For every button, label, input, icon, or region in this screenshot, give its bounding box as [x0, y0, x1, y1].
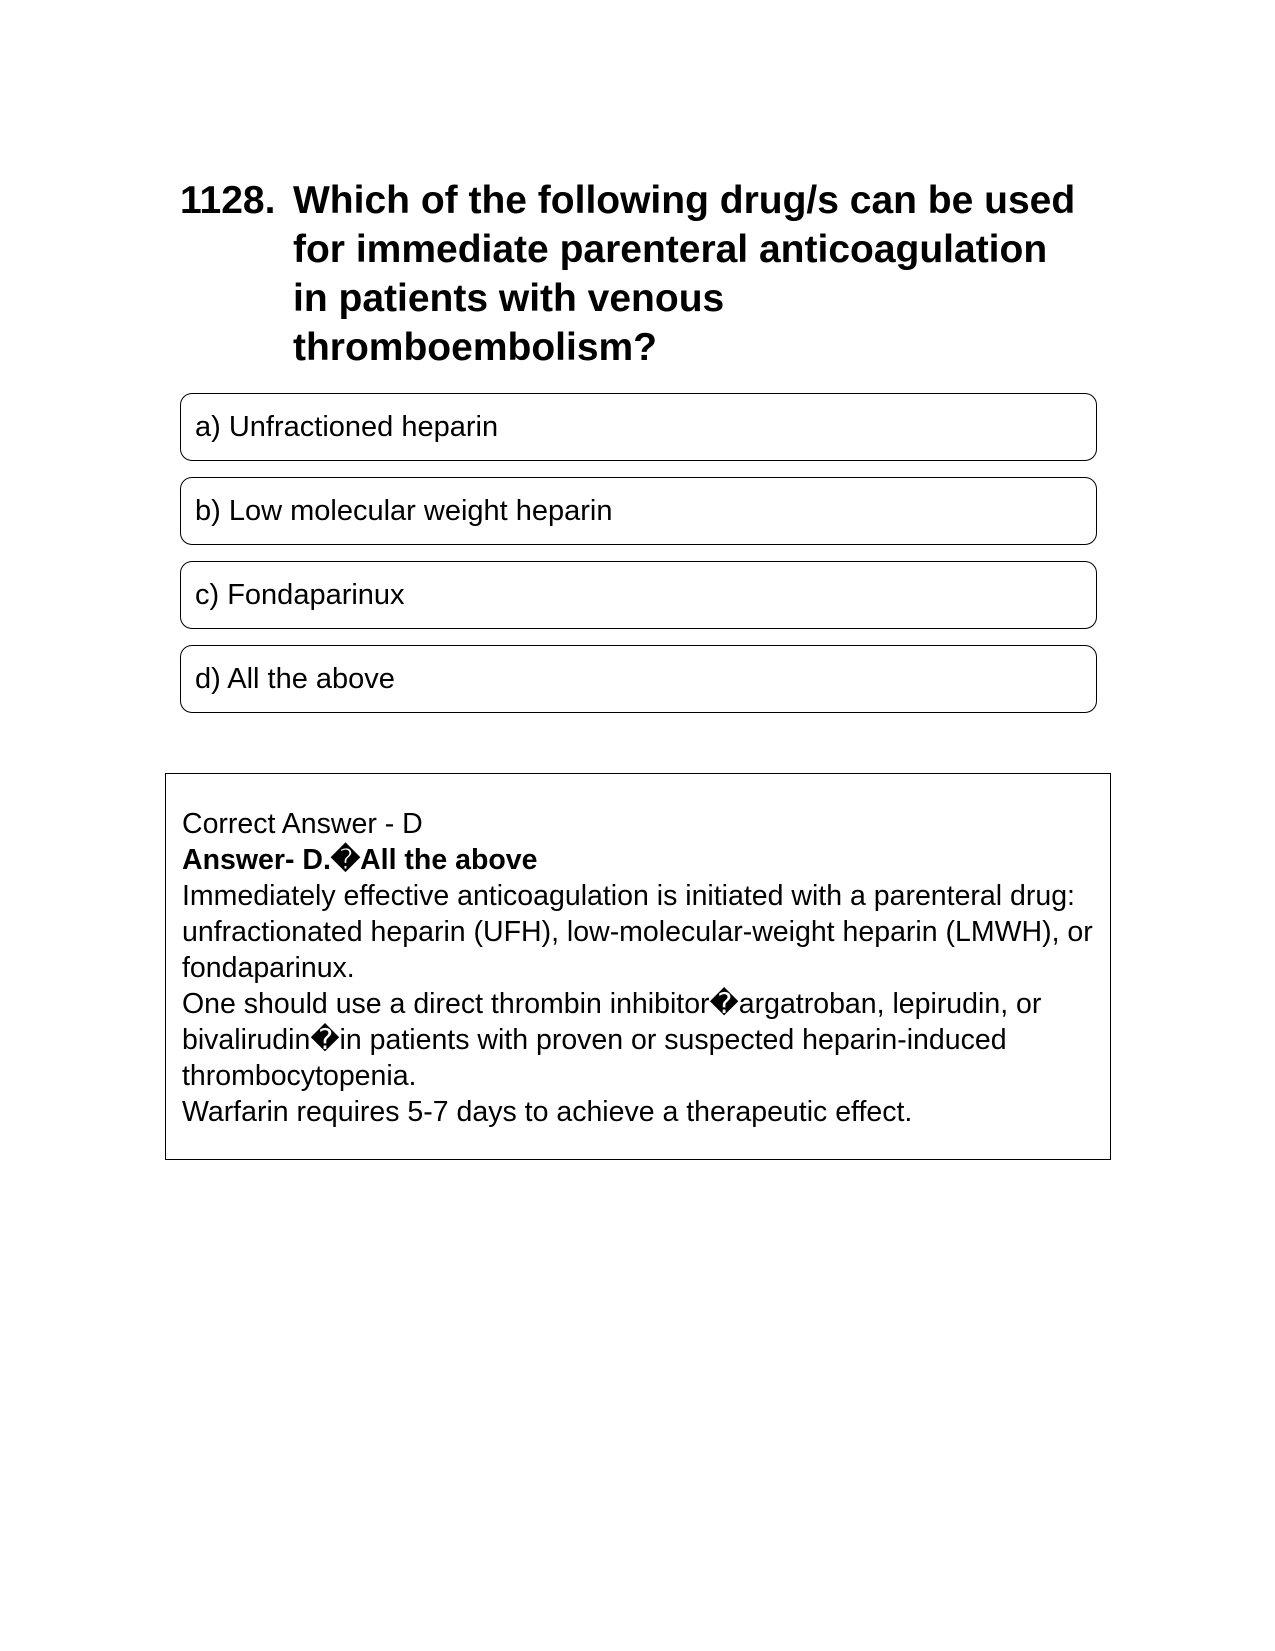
answer-explanation-box [165, 773, 1111, 1160]
options-list [180, 393, 1097, 729]
option-a[interactable]: a) Unfractioned heparin [180, 393, 1097, 461]
explanation-paragraph: Immediately effective anticoagulation is initiated with a parenteral drug: unfractionated heparin (UFH), low-molecular-weight heparin (LMWH), or fondaparinux. [182, 880, 1093, 984]
answer-heading: Answer- D.�All the above [182, 844, 538, 876]
option-b[interactable]: b) Low molecular weight heparin [180, 477, 1097, 545]
option-c[interactable]: c) Fondaparinux [180, 561, 1097, 629]
question [180, 176, 1090, 372]
option-d[interactable]: d) All the above [180, 645, 1097, 713]
explanation-paragraph: One should use a direct thrombin inhibitor�argatroban, lepirudin, or bivalirudin�in patients with proven or suspected heparin-induced thrombocytopenia. [182, 988, 1042, 1092]
question-number: 1128. [180, 179, 276, 222]
question-text: Which of the following drug/s can be used for immediate parenteral anticoagulation in patients with venous thromboembolism? [293, 179, 1076, 369]
explanation-paragraph: Warfarin requires 5-7 days to achieve a therapeutic effect. [182, 1096, 913, 1128]
correct-answer: Correct Answer - D [182, 808, 423, 840]
